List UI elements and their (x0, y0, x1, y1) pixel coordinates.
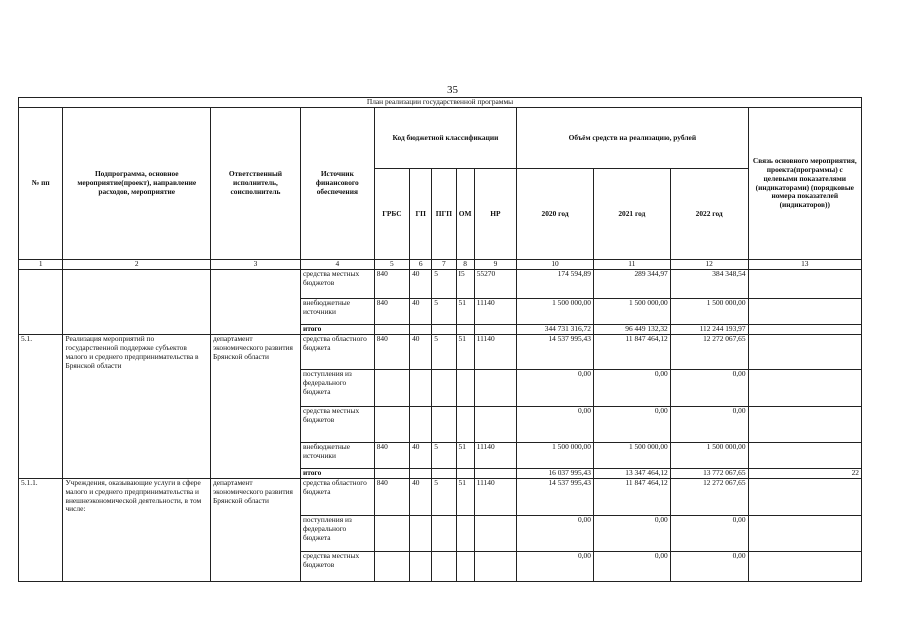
cell-grbs: 840 (374, 270, 409, 299)
cell-link (748, 270, 861, 299)
cell-pgp: 5 (432, 442, 456, 468)
column-number: 1 (19, 260, 63, 270)
cell-2022: 0,00 (670, 369, 748, 406)
cell-link (748, 369, 861, 406)
cell-om: 51 (456, 442, 474, 468)
cell-np: 11140 (474, 299, 516, 325)
cell-np (474, 468, 516, 478)
cell-subprogram: Реализация мероприятий по государственной поддержке субъектов малого и среднего предпринимательства в Брянской области (63, 334, 211, 478)
cell-responsible: департамент экономического развития Брянской области (211, 334, 301, 478)
cell-gp: 40 (410, 270, 432, 299)
cell-link: 22 (748, 468, 861, 478)
cell-source: поступления из федерального бюджета (300, 369, 374, 406)
cell-gp: 40 (410, 478, 432, 515)
cell-source: внебюджетные источники (300, 442, 374, 468)
table-title: План реализации государственной программы (19, 98, 862, 108)
cell-link (748, 334, 861, 369)
cell-om (456, 468, 474, 478)
cell-pgp: 5 (432, 299, 456, 325)
cell-link (748, 515, 861, 551)
cell-pgp (432, 325, 456, 335)
cell-no (19, 270, 63, 335)
cell-pgp: 5 (432, 478, 456, 515)
cell-2020: 174 594,89 (517, 270, 594, 299)
cell-2020: 14 537 995,43 (517, 334, 594, 369)
cell-om: 51 (456, 334, 474, 369)
cell-source: средства областного бюджета (300, 478, 374, 515)
cell-grbs (374, 325, 409, 335)
cell-2022: 1 500 000,00 (670, 299, 748, 325)
header-grbs: ГРБС (374, 169, 409, 260)
column-number: 5 (374, 260, 409, 270)
cell-2020: 0,00 (517, 551, 594, 581)
cell-link (748, 299, 861, 325)
cell-2020: 1 500 000,00 (517, 299, 594, 325)
cell-np: 11140 (474, 442, 516, 468)
cell-om: 51 (456, 299, 474, 325)
cell-source: итого (300, 325, 374, 335)
cell-gp (410, 406, 432, 442)
cell-2021: 0,00 (593, 515, 670, 551)
cell-2020: 16 037 995,43 (517, 468, 594, 478)
cell-source: средства местных бюджетов (300, 406, 374, 442)
cell-2022: 0,00 (670, 515, 748, 551)
cell-2020: 14 537 995,43 (517, 478, 594, 515)
cell-2021: 0,00 (593, 406, 670, 442)
cell-pgp (432, 515, 456, 551)
column-number: 3 (211, 260, 301, 270)
column-number: 7 (432, 260, 456, 270)
header-year-2022: 2022 год (670, 169, 748, 260)
header-funding-volume: Объём средств на реализацию, рублей (517, 108, 748, 169)
cell-2022: 12 272 067,65 (670, 334, 748, 369)
header-responsible: Ответственный исполнитель, соисполнитель (211, 108, 301, 260)
cell-2022: 0,00 (670, 551, 748, 581)
cell-2022: 112 244 193,97 (670, 325, 748, 335)
cell-pgp (432, 468, 456, 478)
column-number: 12 (670, 260, 748, 270)
cell-2021: 0,00 (593, 551, 670, 581)
cell-no: 5.1. (19, 334, 63, 478)
header-budget-classification: Код бюджетной классификации (374, 108, 516, 169)
header-np: НР (474, 169, 516, 260)
cell-source: средства областного бюджета (300, 334, 374, 369)
header-year-2021: 2021 год (593, 169, 670, 260)
cell-pgp (432, 369, 456, 406)
cell-grbs: 840 (374, 299, 409, 325)
cell-om (456, 515, 474, 551)
column-number: 6 (410, 260, 432, 270)
cell-grbs (374, 369, 409, 406)
cell-2021: 1 500 000,00 (593, 442, 670, 468)
cell-subprogram: Учреждения, оказывающие услуги в сфере малого и среднего предпринимательства и внешнеэкономической деятельности, в том числе: (63, 478, 211, 581)
cell-grbs (374, 515, 409, 551)
cell-np (474, 515, 516, 551)
cell-link (748, 325, 861, 335)
cell-2021: 11 847 464,12 (593, 478, 670, 515)
cell-link (748, 478, 861, 515)
header-om: ОМ (456, 169, 474, 260)
cell-source: внебюджетные источники (300, 299, 374, 325)
program-plan-table (18, 97, 862, 582)
cell-2022: 384 348,54 (670, 270, 748, 299)
cell-pgp: 5 (432, 270, 456, 299)
cell-np: 11140 (474, 334, 516, 369)
cell-2020: 1 500 000,00 (517, 442, 594, 468)
cell-np (474, 551, 516, 581)
cell-gp (410, 515, 432, 551)
cell-2020: 0,00 (517, 369, 594, 406)
cell-2020: 0,00 (517, 406, 594, 442)
column-number: 8 (456, 260, 474, 270)
column-number: 13 (748, 260, 861, 270)
cell-grbs: 840 (374, 334, 409, 369)
header-gp: ГП (410, 169, 432, 260)
column-number: 9 (474, 260, 516, 270)
cell-2022: 12 272 067,65 (670, 478, 748, 515)
cell-grbs (374, 468, 409, 478)
cell-np: 55270 (474, 270, 516, 299)
column-number-row (19, 260, 862, 270)
header-indicator-link: Связь основного мероприятия, проекта(программы) с целевыми показателями (индикаторами) (порядковые номера показателей (индикаторов)) (748, 108, 861, 260)
cell-om: 51 (456, 478, 474, 515)
table-row (19, 478, 862, 515)
column-number: 11 (593, 260, 670, 270)
cell-2020: 344 731 316,72 (517, 325, 594, 335)
cell-gp (410, 369, 432, 406)
header-no: № пп (19, 108, 63, 260)
cell-source: средства местных бюджетов (300, 270, 374, 299)
column-number: 2 (63, 260, 211, 270)
cell-pgp: 5 (432, 334, 456, 369)
cell-grbs: 840 (374, 442, 409, 468)
cell-grbs: 840 (374, 478, 409, 515)
cell-responsible (211, 270, 301, 335)
cell-source: поступления из федерального бюджета (300, 515, 374, 551)
header-subprogram: Подпрограмма, основное мероприятие(проект), направление расходов, мероприятие (63, 108, 211, 260)
cell-2021: 0,00 (593, 369, 670, 406)
cell-2021: 11 847 464,12 (593, 334, 670, 369)
cell-link (748, 406, 861, 442)
cell-source: средства местных бюджетов (300, 551, 374, 581)
cell-gp: 40 (410, 442, 432, 468)
cell-no: 5.1.1. (19, 478, 63, 581)
column-number: 10 (517, 260, 594, 270)
header-source: Источник финансового обеспечения (300, 108, 374, 260)
cell-grbs (374, 551, 409, 581)
cell-np (474, 369, 516, 406)
cell-2022: 1 500 000,00 (670, 442, 748, 468)
cell-pgp (432, 406, 456, 442)
cell-2022: 13 772 067,65 (670, 468, 748, 478)
cell-om (456, 551, 474, 581)
header-pgp: ПГП (432, 169, 456, 260)
cell-source: итого (300, 468, 374, 478)
cell-gp (410, 468, 432, 478)
cell-2021: 96 449 132,32 (593, 325, 670, 335)
cell-om: I5 (456, 270, 474, 299)
cell-om (456, 325, 474, 335)
cell-grbs (374, 406, 409, 442)
table-row (19, 270, 862, 299)
cell-om (456, 406, 474, 442)
cell-gp (410, 551, 432, 581)
header-year-2020: 2020 год (517, 169, 594, 260)
cell-gp (410, 325, 432, 335)
cell-subprogram (63, 270, 211, 335)
cell-gp: 40 (410, 334, 432, 369)
cell-2022: 0,00 (670, 406, 748, 442)
column-number: 4 (300, 260, 374, 270)
cell-2021: 289 344,97 (593, 270, 670, 299)
cell-gp: 40 (410, 299, 432, 325)
cell-np (474, 406, 516, 442)
cell-responsible: департамент экономического развития Брянской области (211, 478, 301, 581)
cell-om (456, 369, 474, 406)
cell-pgp (432, 551, 456, 581)
page-number: 35 (447, 84, 458, 96)
cell-link (748, 442, 861, 468)
cell-2021: 1 500 000,00 (593, 299, 670, 325)
cell-2021: 13 347 464,12 (593, 468, 670, 478)
cell-np: 11140 (474, 478, 516, 515)
cell-np (474, 325, 516, 335)
cell-link (748, 551, 861, 581)
cell-2020: 0,00 (517, 515, 594, 551)
table-row (19, 334, 862, 369)
